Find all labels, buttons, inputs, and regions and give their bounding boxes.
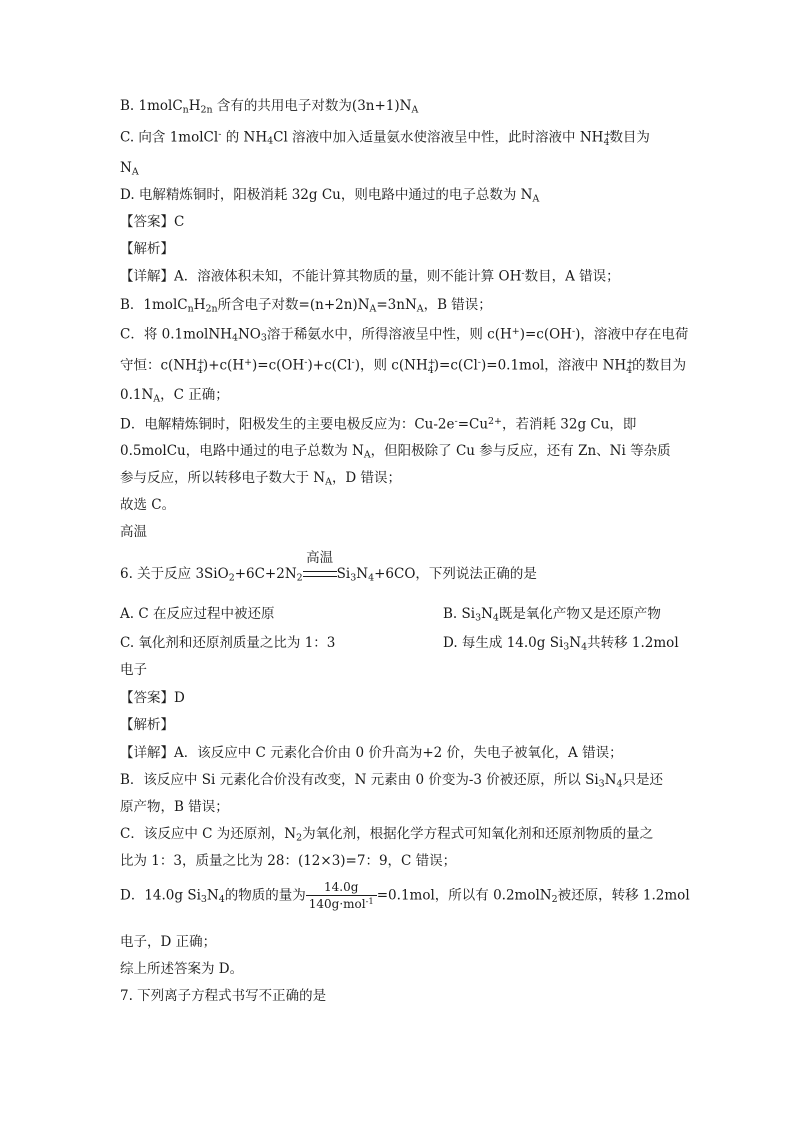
q5-analysis-heading: 【解析】 (120, 241, 174, 257)
q5-option-d: D. 电解精炼铜时，阳极消耗 32g Cu，则电路中通过的电子总数为 $N_A$ (120, 187, 540, 205)
q6-conclusion: 综上所述答案为 D。 (120, 961, 244, 977)
q6-detail-d-line2: 电子，D 正确； (120, 934, 217, 950)
q5-detail-d-line3: 参与反应，所以转移电子数大于 $N_A$，D 错误； (120, 470, 402, 488)
q7-stem: 7. 下列离子方程式书写不正确的是 (120, 988, 327, 1004)
q5-detail-c-line1: C．将 $0.1molNH_4NO_3$溶于稀氨水中，所得溶液呈中性，则 c(H+)=c(OH-)，溶液中存在电荷 (120, 326, 689, 344)
q6-option-d: D. 每生成 14.0g $Si_3N_4$共转移 1.2mol (443, 635, 679, 653)
q5-option-b: B. $1molC_nH_{2n}$ 含有的共用电子对数为$(3n+1)N_A$ (120, 98, 419, 116)
q5-detail-a: 【详解】A．溶液体积未知，不能计算其物质的量，则不能计算 OH-数目，A 错误； (120, 268, 620, 285)
q6-option-b: B. $Si_3N_4$既是氧化产物又是还原产物 (443, 606, 661, 624)
q6-answer: 【答案】D (120, 690, 185, 706)
q6-option-c: C. 氧化剂和还原剂质量之比为 1：3 (120, 635, 336, 651)
reaction-condition: 高温 (303, 569, 337, 585)
q6-detail-b-line2: 原产物，B 错误； (120, 799, 229, 815)
q6-stem: 6. 关于反应 $3SiO_2+6C+2N_2$ 高温 $Si_3N_4+6CO$，下列说法正确的是 (120, 550, 537, 584)
q5-detail-d-line1: D．电解精炼铜时，阳极发生的主要电极反应为：$Cu-2e^-=Cu^{2+}$，若消耗 32g Cu，即 (120, 416, 637, 433)
q5-detail-b: B．$1molC_nH_{2n}$所含电子对数$=(n+2n)N_A=3nN_A$，B 错误； (120, 297, 492, 315)
q5-detail-c-line3: $0.1N_A$，C 正确； (120, 387, 229, 405)
molar-fraction: $\frac{14.0g}{140g\cdot mol^{-1}}$ (306, 880, 377, 912)
q6-detail-d-line1: D．14.0g $Si_3N_4$的物质的量为 $\frac{14.0g}{140g\cdot mol^{-1}}$ =0.1mol，所以有 0.2molN$_2$被还原，转移 1.2mol (120, 880, 690, 911)
q5-option-c-line1: C. 向含 1molCl- 的 $NH_4Cl$ 溶液中加入适量氨水使溶液呈中性，此时溶液中 NH + 4 数目为 (120, 128, 650, 148)
q6-option-d-cont: 电子 (120, 662, 147, 678)
q5-detail-d-line2: 0.5molCu，电路中通过的电子总数为 $N_A$，但阳极除了 Cu 参与反应，还有 Zn、Ni 等杂质 (120, 443, 671, 461)
q6-detail-c-line2: 比为 1：3，质量之比为 28：(12×3)=7：9，C 错误； (120, 853, 457, 869)
q6-detail-a: 【详解】A．该反应中 C 元素化合价由 0 价升高为+2 价，失电子被氧化，A 错误； (120, 745, 623, 761)
q6-detail-c-line1: C．该反应中 C 为还原剂，$N_2$为氧化剂，根据化学方程式可知氧化剂和还原剂物质的量之 (120, 826, 654, 844)
q5-detail-c-line2: 守恒：c(NH + 4 )+c(H+)=c(OH-)+c(Cl-)，则 c(NH + 4 )=c(Cl-)=0.1mol，溶液中 NH + 4 的数目为 (120, 356, 687, 376)
q5-option-c-line2: $N_A$ (120, 160, 139, 178)
q6-analysis-heading: 【解析】 (120, 717, 174, 733)
q5-conclusion: 故选 C。 (120, 497, 176, 513)
stray-text: 高温 (120, 524, 147, 540)
q5-answer: 【答案】C (120, 214, 185, 230)
q6-detail-b-line1: B．该反应中 Si 元素化合价没有改变，N 元素由 0 价变为-3 价被还原，所以 $Si_3N_4$只是还 (120, 772, 663, 790)
q6-option-a: A. C 在反应过程中被还原 (120, 606, 275, 622)
